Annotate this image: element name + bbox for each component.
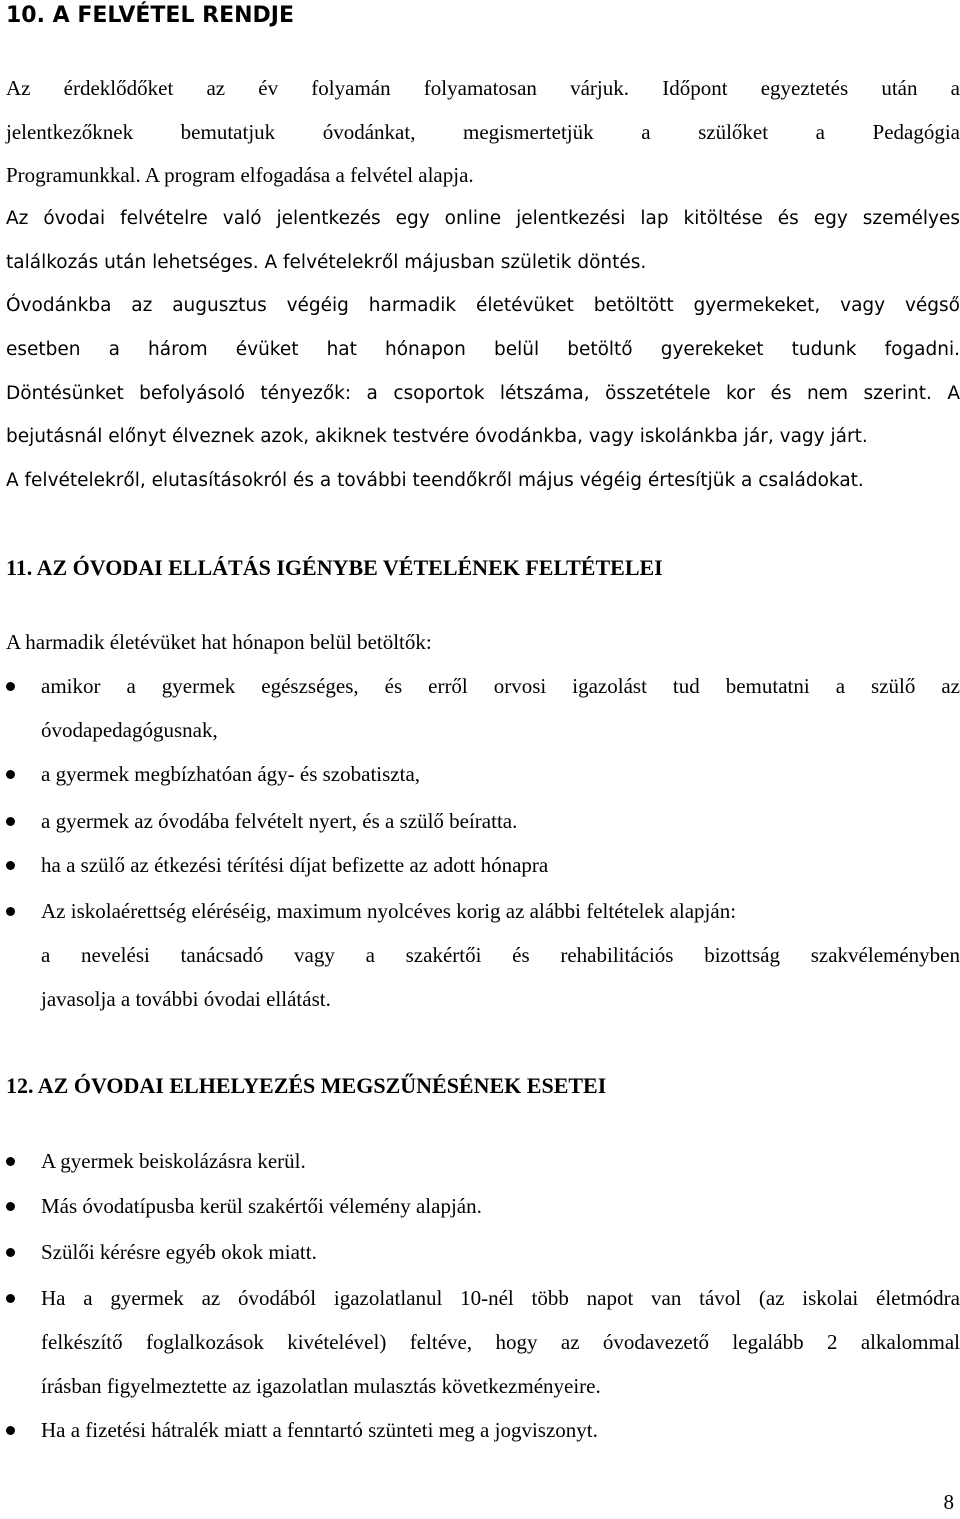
section-12-heading: 12. AZ ÓVODAI ELHELYEZÉS MEGSZŰNÉSÉNEK ESETEI [6, 1073, 607, 1098]
bullet-icon [6, 682, 15, 691]
bullet-icon [6, 1426, 15, 1435]
list-item-text: a gyermek az óvodába felvételt nyert, és a szülő beíratta. [41, 809, 518, 833]
list-item-text: Az iskolaérettség eléréséig, maximum nyolcéves korig az alábbi feltételek alapján: [41, 899, 737, 923]
paragraph-line: jelentkezőknek bemutatjuk óvodánkat, megismertetjük a szülőket a Pedagógia [6, 120, 960, 144]
list-item-text: a gyermek megbízhatóan ágy- és szobatiszta, [41, 762, 421, 786]
list-item-text: A gyermek beiskolázásra kerül. [41, 1149, 306, 1173]
bullet-icon [6, 1248, 15, 1257]
section-11-intro: A harmadik életévüket hat hónapon belül betöltők: [6, 630, 432, 654]
list-item-text: óvodapedagógusnak, [41, 718, 218, 742]
list-item-text: Más óvodatípusba kerül szakértői vélemény alapján. [41, 1194, 482, 1218]
paragraph-line: Óvodánkba az augusztus végéig harmadik életévüket betöltött gyermekeket, vagy végső [6, 295, 960, 316]
list-item-text: felkészítő foglalkozások kivételével) feltéve, hogy az óvodavezető legalább 2 alkalommal [41, 1330, 960, 1354]
list-item-text: Ha a fizetési hátralék miatt a fenntartó szünteti meg a jogviszonyt. [41, 1418, 598, 1442]
bullet-icon [6, 1157, 15, 1166]
list-item-text: Ha a gyermek az óvodából igazolatlanul 10-nél több napot van távol (az iskolai életmódra [41, 1286, 960, 1310]
list-item-text: javasolja a további óvodai ellátást. [41, 987, 331, 1011]
paragraph-line: Az érdeklődőket az év folyamán folyamatosan várjuk. Időpont egyeztetés után a [6, 76, 960, 100]
page-number: 8 [943, 1490, 954, 1514]
list-item-text: amikor a gyermek egészséges, és erről orvosi igazolást tud bemutatni a szülő az [41, 674, 960, 698]
bullet-icon [6, 770, 15, 779]
section-10-heading: 10. A FELVÉTEL RENDJE [6, 3, 294, 28]
bullet-icon [6, 907, 15, 916]
bullet-icon [6, 1202, 15, 1211]
list-item-text: Szülői kérésre egyéb okok miatt. [41, 1240, 317, 1264]
paragraph-line: A felvételekről, elutasításokról és a további teendőkről május végéig értesítjük a családokat. [6, 470, 864, 491]
bullet-icon [6, 1294, 15, 1303]
list-item-text: ha a szülő az étkezési térítési díjat befizette az adott hónapra [41, 853, 549, 877]
list-item-text: a nevelési tanácsadó vagy a szakértői és rehabilitációs bizottság szakvéleményben [41, 943, 960, 967]
section-11-heading: 11. AZ ÓVODAI ELLÁTÁS IGÉNYBE VÉTELÉNEK FELTÉTELEI [6, 555, 663, 580]
paragraph-line: Programunkkal. A program elfogadása a felvétel alapja. [6, 163, 474, 187]
list-item-text: írásban figyelmeztette az igazolatlan mulasztás következményeire. [41, 1374, 601, 1398]
paragraph-line: Az óvodai felvételre való jelentkezés egy online jelentkezési lap kitöltése és egy személyes [6, 208, 960, 229]
bullet-icon [6, 861, 15, 870]
paragraph-line: találkozás után lehetséges. A felvételekről májusban születik döntés. [6, 252, 647, 273]
bullet-icon [6, 817, 15, 826]
paragraph-line: bejutásnál előnyt élveznek azok, akiknek testvére óvodánkba, vagy iskolánkba jár, vagy járt. [6, 426, 868, 447]
paragraph-line: Döntésünket befolyásoló tényezők: a csoportok létszáma, összetétele kor és nem szerint. A [6, 383, 960, 404]
paragraph-line: esetben a három évüket hat hónapon belül betöltő gyerekeket tudunk fogadni. [6, 339, 960, 360]
